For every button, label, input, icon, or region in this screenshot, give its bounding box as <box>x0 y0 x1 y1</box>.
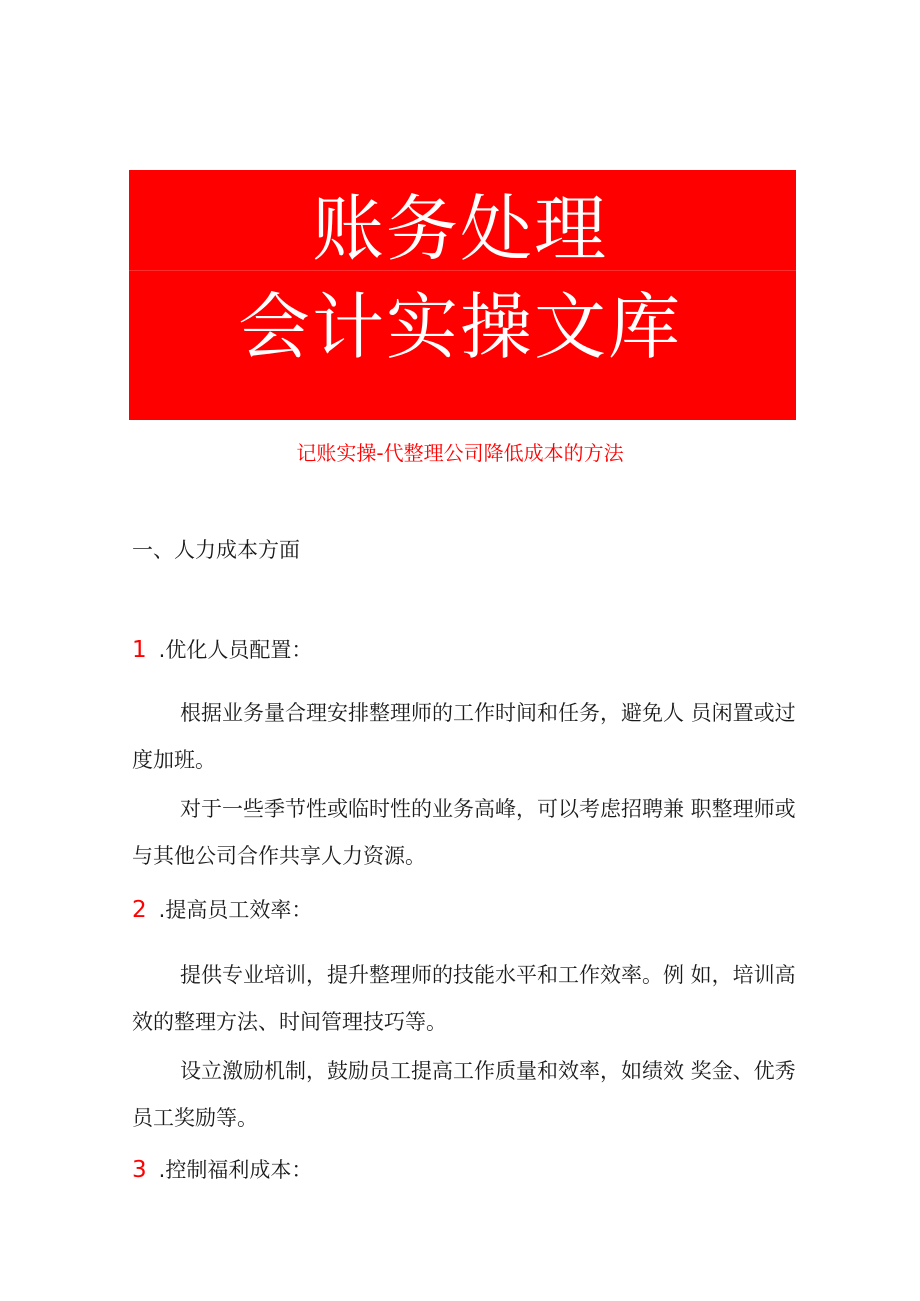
section-heading: 一、人力成本方面 <box>132 538 300 562</box>
item-title: .控制福利成本： <box>158 1158 313 1182</box>
paragraph: 设立激励机制，鼓励员工提高工作质量和效率，如绩效 奖金、优秀员工奖励等。 <box>132 1059 796 1130</box>
paragraph: 根据业务量合理安排整理师的工作时间和任务，避免人 员闲置或过度加班。 <box>132 701 796 772</box>
item-number: 3 <box>132 1157 147 1183</box>
item-title: .提高员工效率： <box>158 898 313 922</box>
item-number: 1 <box>132 637 147 663</box>
paragraph: 对于一些季节性或临时性的业务高峰，可以考虑招聘兼 职整理师或与其他公司合作共享人力资源。 <box>132 797 796 868</box>
banner-title-line1: 账务处理 <box>311 187 608 271</box>
item-heading-1 <box>132 634 312 666</box>
paragraph: 提供专业培训，提升整理师的技能水平和工作效率。例 如，培训高效的整理方法、时间管理技巧等。 <box>132 963 796 1034</box>
item-heading-3 <box>132 1154 312 1186</box>
document-subtitle: 记账实操-代整理公司降低成本的方法 <box>296 441 624 465</box>
banner-title-line2: 会计实操文库 <box>237 285 682 369</box>
item-heading-2 <box>132 894 312 926</box>
item-title: .优化人员配置： <box>158 638 313 662</box>
item-number: 2 <box>132 897 147 923</box>
